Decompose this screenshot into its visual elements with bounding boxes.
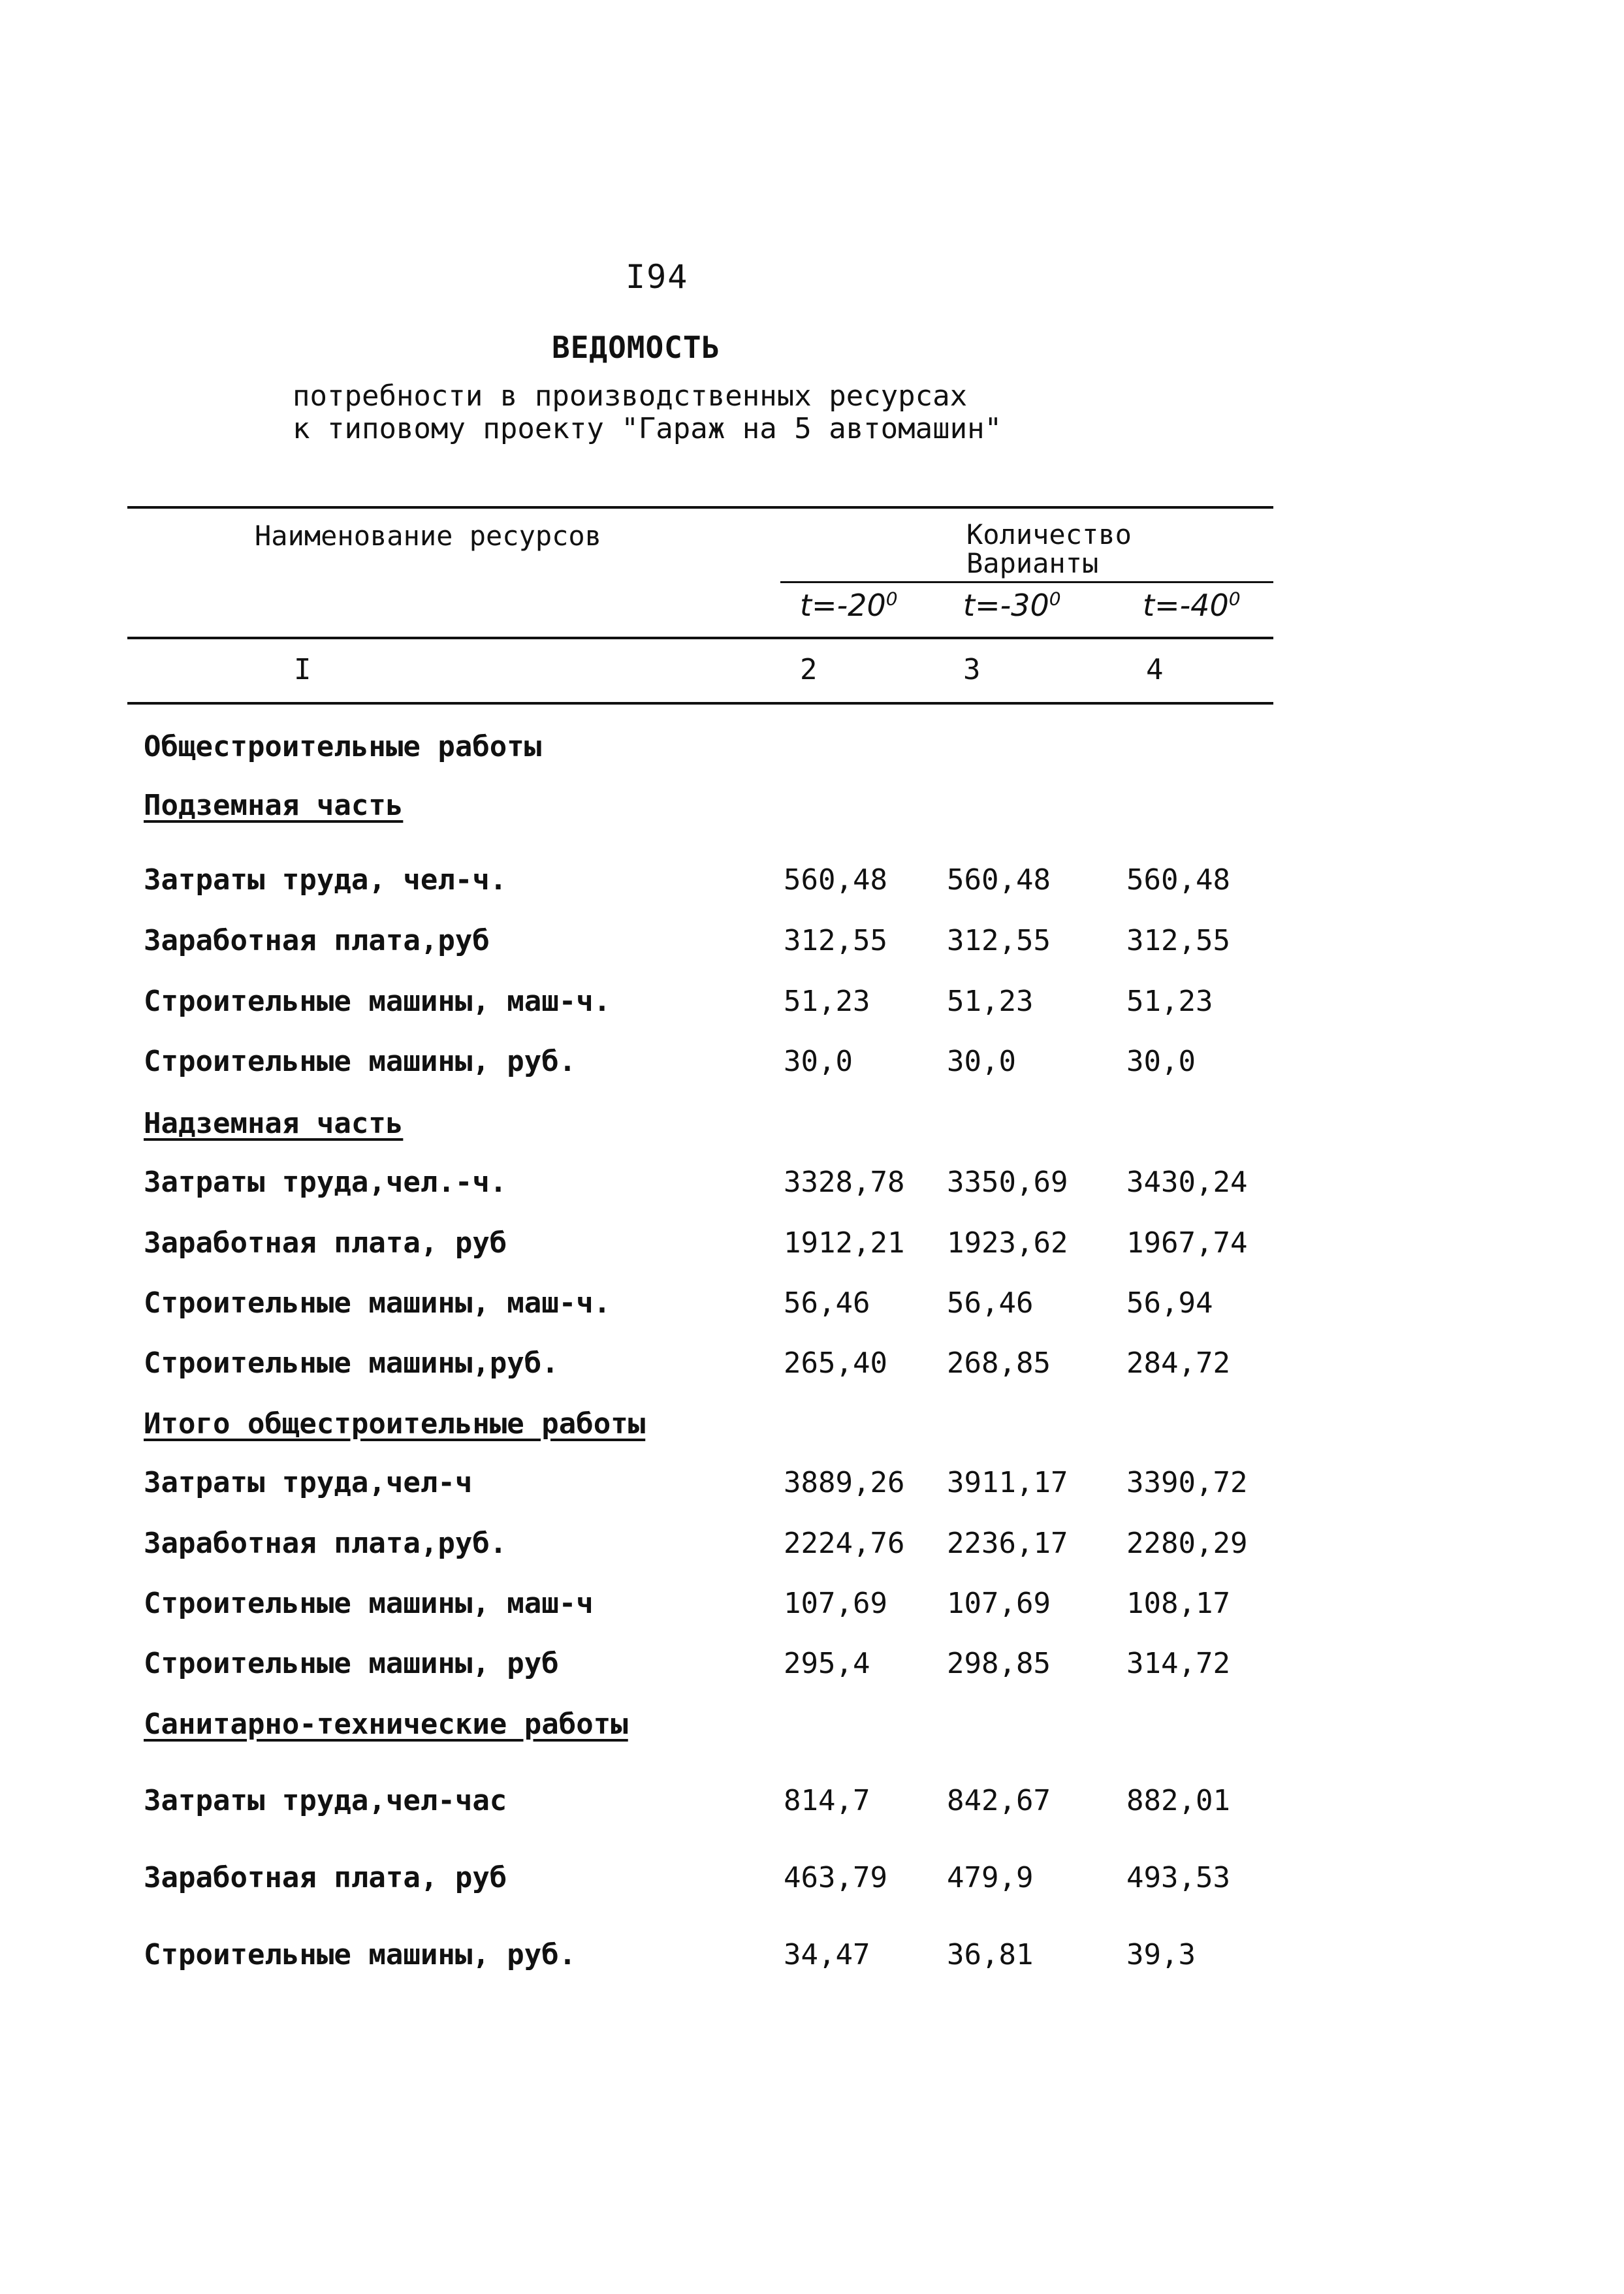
temp-variant-3-text: t=-40 bbox=[1143, 588, 1229, 623]
row-label: Заработная плата,руб bbox=[144, 924, 490, 957]
row-value-col4: 3430,24 bbox=[1126, 1166, 1248, 1199]
row-value-col2: 107,69 bbox=[784, 1587, 887, 1620]
table-row bbox=[0, 1286, 1624, 1326]
row-value-col3: 107,69 bbox=[947, 1587, 1051, 1620]
row-value-col3: 51,23 bbox=[947, 985, 1034, 1018]
table-row bbox=[0, 1045, 1624, 1084]
row-label: Затраты труда,чел-час bbox=[144, 1784, 507, 1817]
document-title: ВЕДОМОСТЬ bbox=[552, 330, 721, 365]
row-label: Заработная плата,руб. bbox=[144, 1527, 507, 1560]
table-row bbox=[0, 1647, 1624, 1686]
row-value-col3: 3350,69 bbox=[947, 1166, 1068, 1199]
table-row bbox=[0, 1466, 1624, 1505]
row-value-col3: 56,46 bbox=[947, 1286, 1034, 1320]
row-label: Строительные машины, маш-ч. bbox=[144, 1286, 611, 1320]
row-value-col3: 30,0 bbox=[947, 1045, 1016, 1078]
row-value-col4: 3390,72 bbox=[1126, 1466, 1248, 1499]
row-label: Строительные машины, руб bbox=[144, 1647, 559, 1680]
row-value-col3: 312,55 bbox=[947, 924, 1051, 957]
temp-variant-3 bbox=[1143, 588, 1241, 623]
degree-mark: 0 bbox=[1228, 588, 1241, 610]
table-row bbox=[0, 985, 1624, 1024]
row-value-col4: 312,55 bbox=[1126, 924, 1230, 957]
row-value-col2: 51,23 bbox=[784, 985, 870, 1018]
table-row bbox=[0, 1861, 1624, 1900]
temp-variant-1-text: t=-20 bbox=[800, 588, 886, 623]
row-label: Заработная плата, руб bbox=[144, 1861, 507, 1894]
row-label: Строительные машины, руб. bbox=[144, 1938, 577, 1971]
row-value-col3: 298,85 bbox=[947, 1647, 1051, 1680]
row-value-col2: 265,40 bbox=[784, 1346, 887, 1380]
row-value-col4: 493,53 bbox=[1126, 1861, 1230, 1894]
temp-variant-2-text: t=-30 bbox=[963, 588, 1049, 623]
row-value-col2: 312,55 bbox=[784, 924, 887, 957]
table-row bbox=[0, 1166, 1624, 1205]
row-value-col2: 295,4 bbox=[784, 1647, 870, 1680]
row-value-col2: 3328,78 bbox=[784, 1166, 905, 1199]
row-value-col4: 560,48 bbox=[1126, 863, 1230, 897]
row-value-col3: 842,67 bbox=[947, 1784, 1051, 1817]
section-underground: Подземная часть bbox=[144, 789, 404, 822]
row-value-col3: 36,81 bbox=[947, 1938, 1034, 1971]
subtitle-line-1: потребности в производственных ресурсах bbox=[293, 379, 968, 413]
table-row bbox=[0, 863, 1624, 902]
column-number-3: 3 bbox=[963, 653, 981, 686]
row-label: Затраты труда,чел.-ч. bbox=[144, 1166, 507, 1199]
table-row bbox=[0, 1527, 1624, 1566]
row-label: Строительные машины, руб. bbox=[144, 1045, 577, 1078]
row-value-col3: 1923,62 bbox=[947, 1226, 1068, 1260]
table-top-rule bbox=[127, 506, 1273, 509]
row-value-col2: 1912,21 bbox=[784, 1226, 905, 1260]
row-value-col2: 34,47 bbox=[784, 1938, 870, 1971]
row-label: Строительные машины, маш-ч bbox=[144, 1587, 594, 1620]
row-label: Заработная плата, руб bbox=[144, 1226, 507, 1260]
row-value-col2: 3889,26 bbox=[784, 1466, 905, 1499]
row-label: Строительные машины, маш-ч. bbox=[144, 985, 611, 1018]
header-bottom-rule bbox=[127, 637, 1273, 639]
row-value-col3: 479,9 bbox=[947, 1861, 1034, 1894]
row-value-col4: 882,01 bbox=[1126, 1784, 1230, 1817]
row-value-col3: 3911,17 bbox=[947, 1466, 1068, 1499]
row-value-col2: 814,7 bbox=[784, 1784, 870, 1817]
row-value-col2: 560,48 bbox=[784, 863, 887, 897]
row-value-col3: 268,85 bbox=[947, 1346, 1051, 1380]
row-value-col2: 2224,76 bbox=[784, 1527, 905, 1560]
row-value-col3: 560,48 bbox=[947, 863, 1051, 897]
section-general-works: Общестроительные работы bbox=[144, 730, 542, 763]
header-variants: Варианты bbox=[966, 547, 1099, 579]
header-resource-name: Наименование ресурсов bbox=[255, 520, 602, 552]
column-number-1: I bbox=[294, 653, 311, 686]
page-number: I94 bbox=[626, 258, 689, 296]
column-number-2: 2 bbox=[800, 653, 818, 686]
header-quantity: Количество bbox=[966, 518, 1132, 550]
column-number-4: 4 bbox=[1146, 653, 1164, 686]
row-label: Затраты труда, чел-ч. bbox=[144, 863, 507, 897]
row-value-col4: 108,17 bbox=[1126, 1587, 1230, 1620]
section-aboveground: Надземная часть bbox=[144, 1107, 404, 1140]
section-total-general: Итого общестроительные работы bbox=[144, 1407, 646, 1441]
row-value-col4: 30,0 bbox=[1126, 1045, 1196, 1078]
temp-variant-2 bbox=[963, 588, 1061, 623]
row-label: Строительные машины,руб. bbox=[144, 1346, 559, 1380]
row-label: Затраты труда,чел-ч bbox=[144, 1466, 473, 1499]
subtitle-line-2: к типовому проекту "Гараж на 5 автомашин" bbox=[293, 412, 1002, 445]
table-row bbox=[0, 1226, 1624, 1266]
document-subtitle bbox=[293, 380, 1002, 445]
table-row bbox=[0, 1938, 1624, 1977]
degree-mark: 0 bbox=[885, 588, 898, 610]
row-value-col2: 463,79 bbox=[784, 1861, 887, 1894]
row-value-col2: 56,46 bbox=[784, 1286, 870, 1320]
row-value-col2: 30,0 bbox=[784, 1045, 853, 1078]
table-row bbox=[0, 1346, 1624, 1386]
row-value-col3: 2236,17 bbox=[947, 1527, 1068, 1560]
column-numbers-rule bbox=[127, 702, 1273, 705]
table-row bbox=[0, 1784, 1624, 1823]
temp-variant-1 bbox=[800, 588, 898, 623]
row-value-col4: 284,72 bbox=[1126, 1346, 1230, 1380]
row-value-col4: 314,72 bbox=[1126, 1647, 1230, 1680]
table-row bbox=[0, 924, 1624, 963]
row-value-col4: 2280,29 bbox=[1126, 1527, 1248, 1560]
row-value-col4: 56,94 bbox=[1126, 1286, 1213, 1320]
variants-rule bbox=[780, 581, 1273, 583]
table-row bbox=[0, 1587, 1624, 1626]
row-value-col4: 39,3 bbox=[1126, 1938, 1196, 1971]
section-sanitary: Санитарно-технические работы bbox=[144, 1708, 628, 1741]
row-value-col4: 1967,74 bbox=[1126, 1226, 1248, 1260]
row-value-col4: 51,23 bbox=[1126, 985, 1213, 1018]
degree-mark: 0 bbox=[1049, 588, 1061, 610]
